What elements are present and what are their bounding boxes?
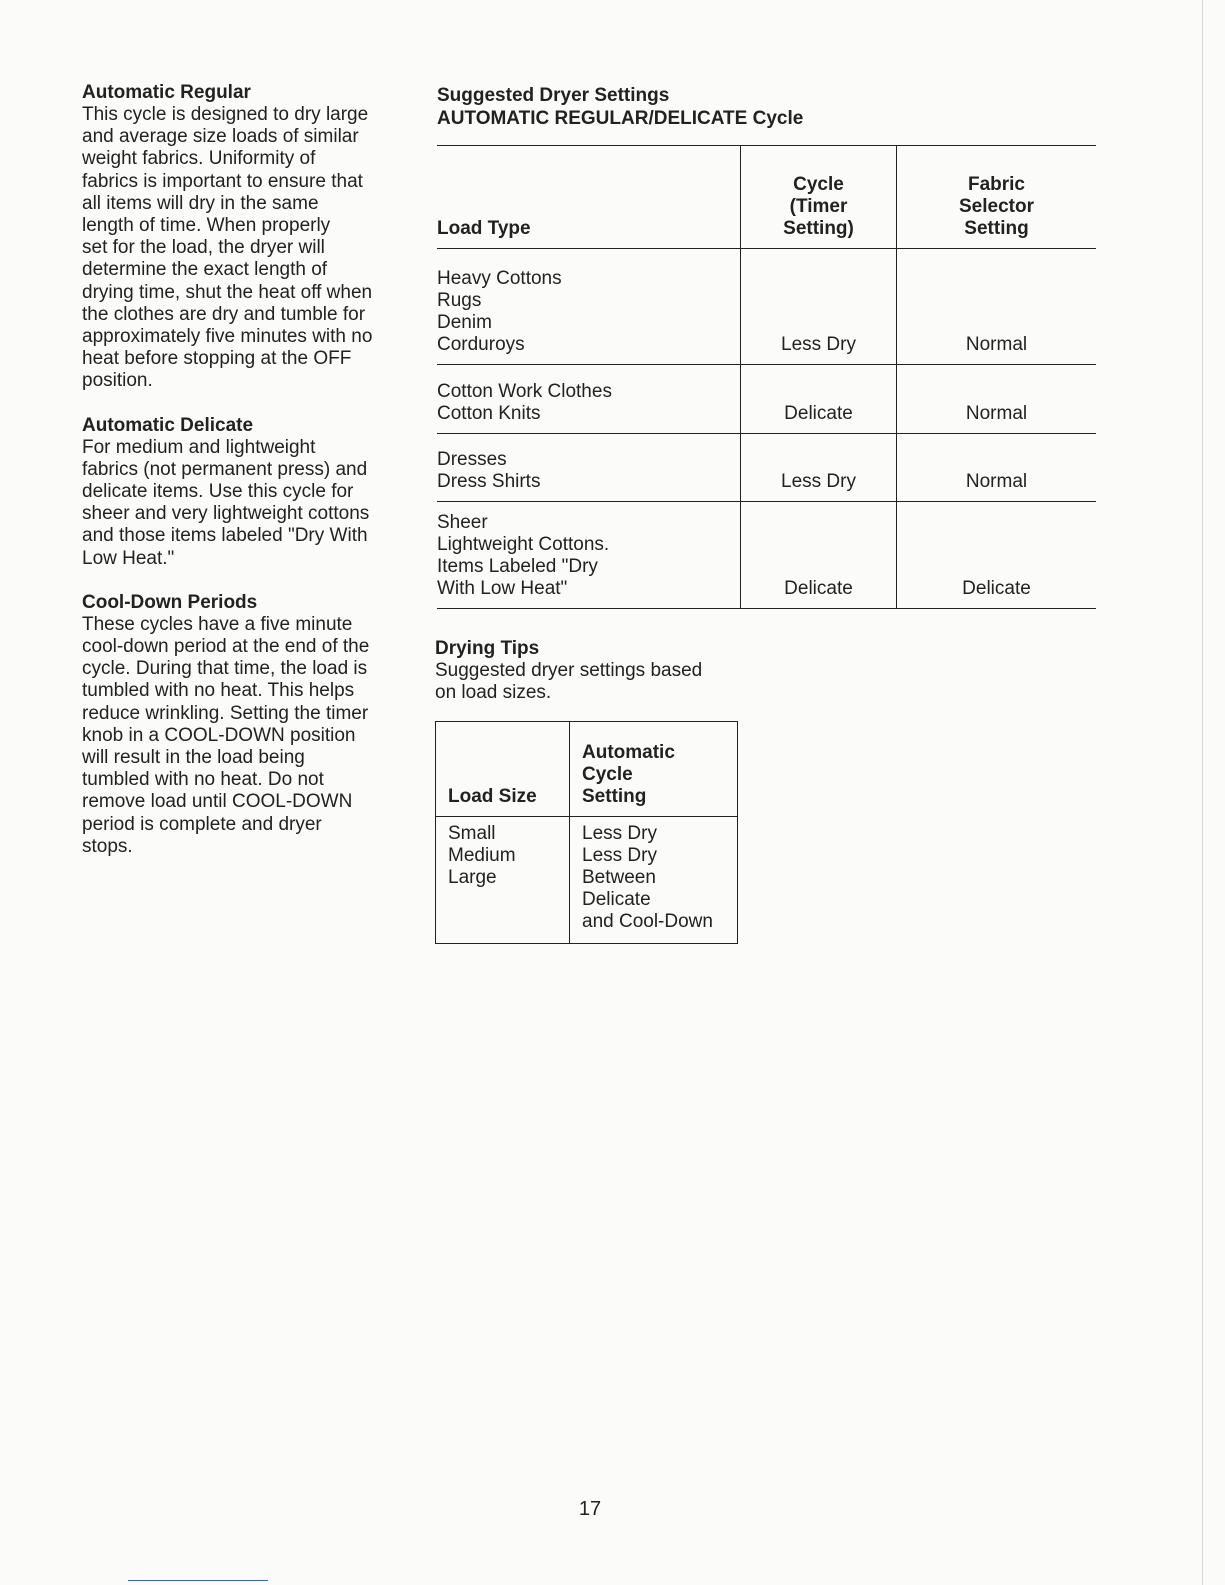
settings-heading — [437, 84, 1097, 130]
load-type-cell: Cotton Work Clothes Cotton Knits — [437, 365, 741, 434]
drying-tips-heading: Drying Tips — [435, 638, 540, 659]
left-column — [82, 82, 402, 880]
table-header-row — [437, 146, 1096, 249]
section-heading-cool-down: Cool-Down Periods — [82, 591, 258, 613]
load-type-cell: Dresses Dress Shirts — [437, 434, 741, 502]
dryer-settings-table — [437, 145, 1096, 609]
fabric-cell: Normal — [897, 365, 1097, 434]
header-automatic-cycle-setting: Automatic Cycle Setting — [570, 722, 738, 817]
section-body-automatic-delicate: For medium and lightweight fabrics (not permanent press) and delicate items. Use this cycle for sheer and very lightweight cottons and those items labeled "Dry With Low Heat." — [82, 436, 370, 569]
settings-title: Suggested Dryer Settings — [437, 85, 670, 106]
table-row — [437, 249, 1096, 365]
fabric-cell: Normal — [897, 434, 1097, 502]
drying-tips — [435, 638, 755, 704]
header-fabric: Fabric Selector Setting — [897, 146, 1097, 249]
cycle-cell: Less Dry — [741, 434, 897, 502]
table-header-row — [436, 722, 738, 817]
drying-tips-intro: Suggested dryer settings based on load sizes. — [435, 660, 703, 703]
section-heading-automatic-delicate: Automatic Delicate — [82, 414, 254, 436]
section-body-automatic-regular: This cycle is designed to dry large and average size loads of similar weight fabrics. Uniformity of fabrics is important to ensure that all items will dry in the same length of time. When properly set for the load, the dryer will determine the exact length of drying time, shut the heat off when the clothes are dry and tumble for approximately five minutes with no heat before stopping at the OFF position. — [82, 104, 373, 392]
table-row — [437, 434, 1096, 502]
header-load-size: Load Size — [436, 722, 570, 817]
section-body-cool-down: These cycles have a five minute cool-down period at the end of the cycle. During that time, the load is tumbled with no heat. This helps reduce wrinkling. Setting the timer knob in a COOL-DOWN position will result in the load being tumbled with no heat. Do not remove load until COOL-DOWN period is complete and dryer stops. — [82, 613, 370, 857]
table-row — [437, 502, 1096, 609]
load-type-cell: Sheer Lightweight Cottons. Items Labeled "Dry With Low Heat" — [437, 502, 741, 609]
load-type-cell: Heavy Cottons Rugs Denim Corduroys — [437, 249, 741, 365]
settings-subtitle: AUTOMATIC REGULAR/DELICATE Cycle — [437, 108, 804, 129]
load-sizes-cell: Small Medium Large — [436, 817, 570, 944]
cycle-cell: Delicate — [741, 502, 897, 609]
load-size-table — [435, 721, 738, 944]
header-load-type: Load Type — [437, 146, 741, 249]
header-cycle: Cycle (Timer Setting) — [741, 146, 897, 249]
page-edge — [1202, 0, 1203, 1585]
table-row — [437, 365, 1096, 434]
cycle-cell: Less Dry — [741, 249, 897, 365]
bottom-underline — [128, 1580, 268, 1581]
fabric-cell: Normal — [897, 249, 1097, 365]
page-number: 17 — [578, 1498, 602, 1520]
cycle-cell: Delicate — [741, 365, 897, 434]
cycle-settings-cell: Less Dry Less Dry Between Delicate and Cool-Down — [570, 817, 738, 944]
fabric-cell: Delicate — [897, 502, 1097, 609]
table-row — [436, 817, 738, 944]
section-heading-automatic-regular: Automatic Regular — [82, 82, 251, 103]
